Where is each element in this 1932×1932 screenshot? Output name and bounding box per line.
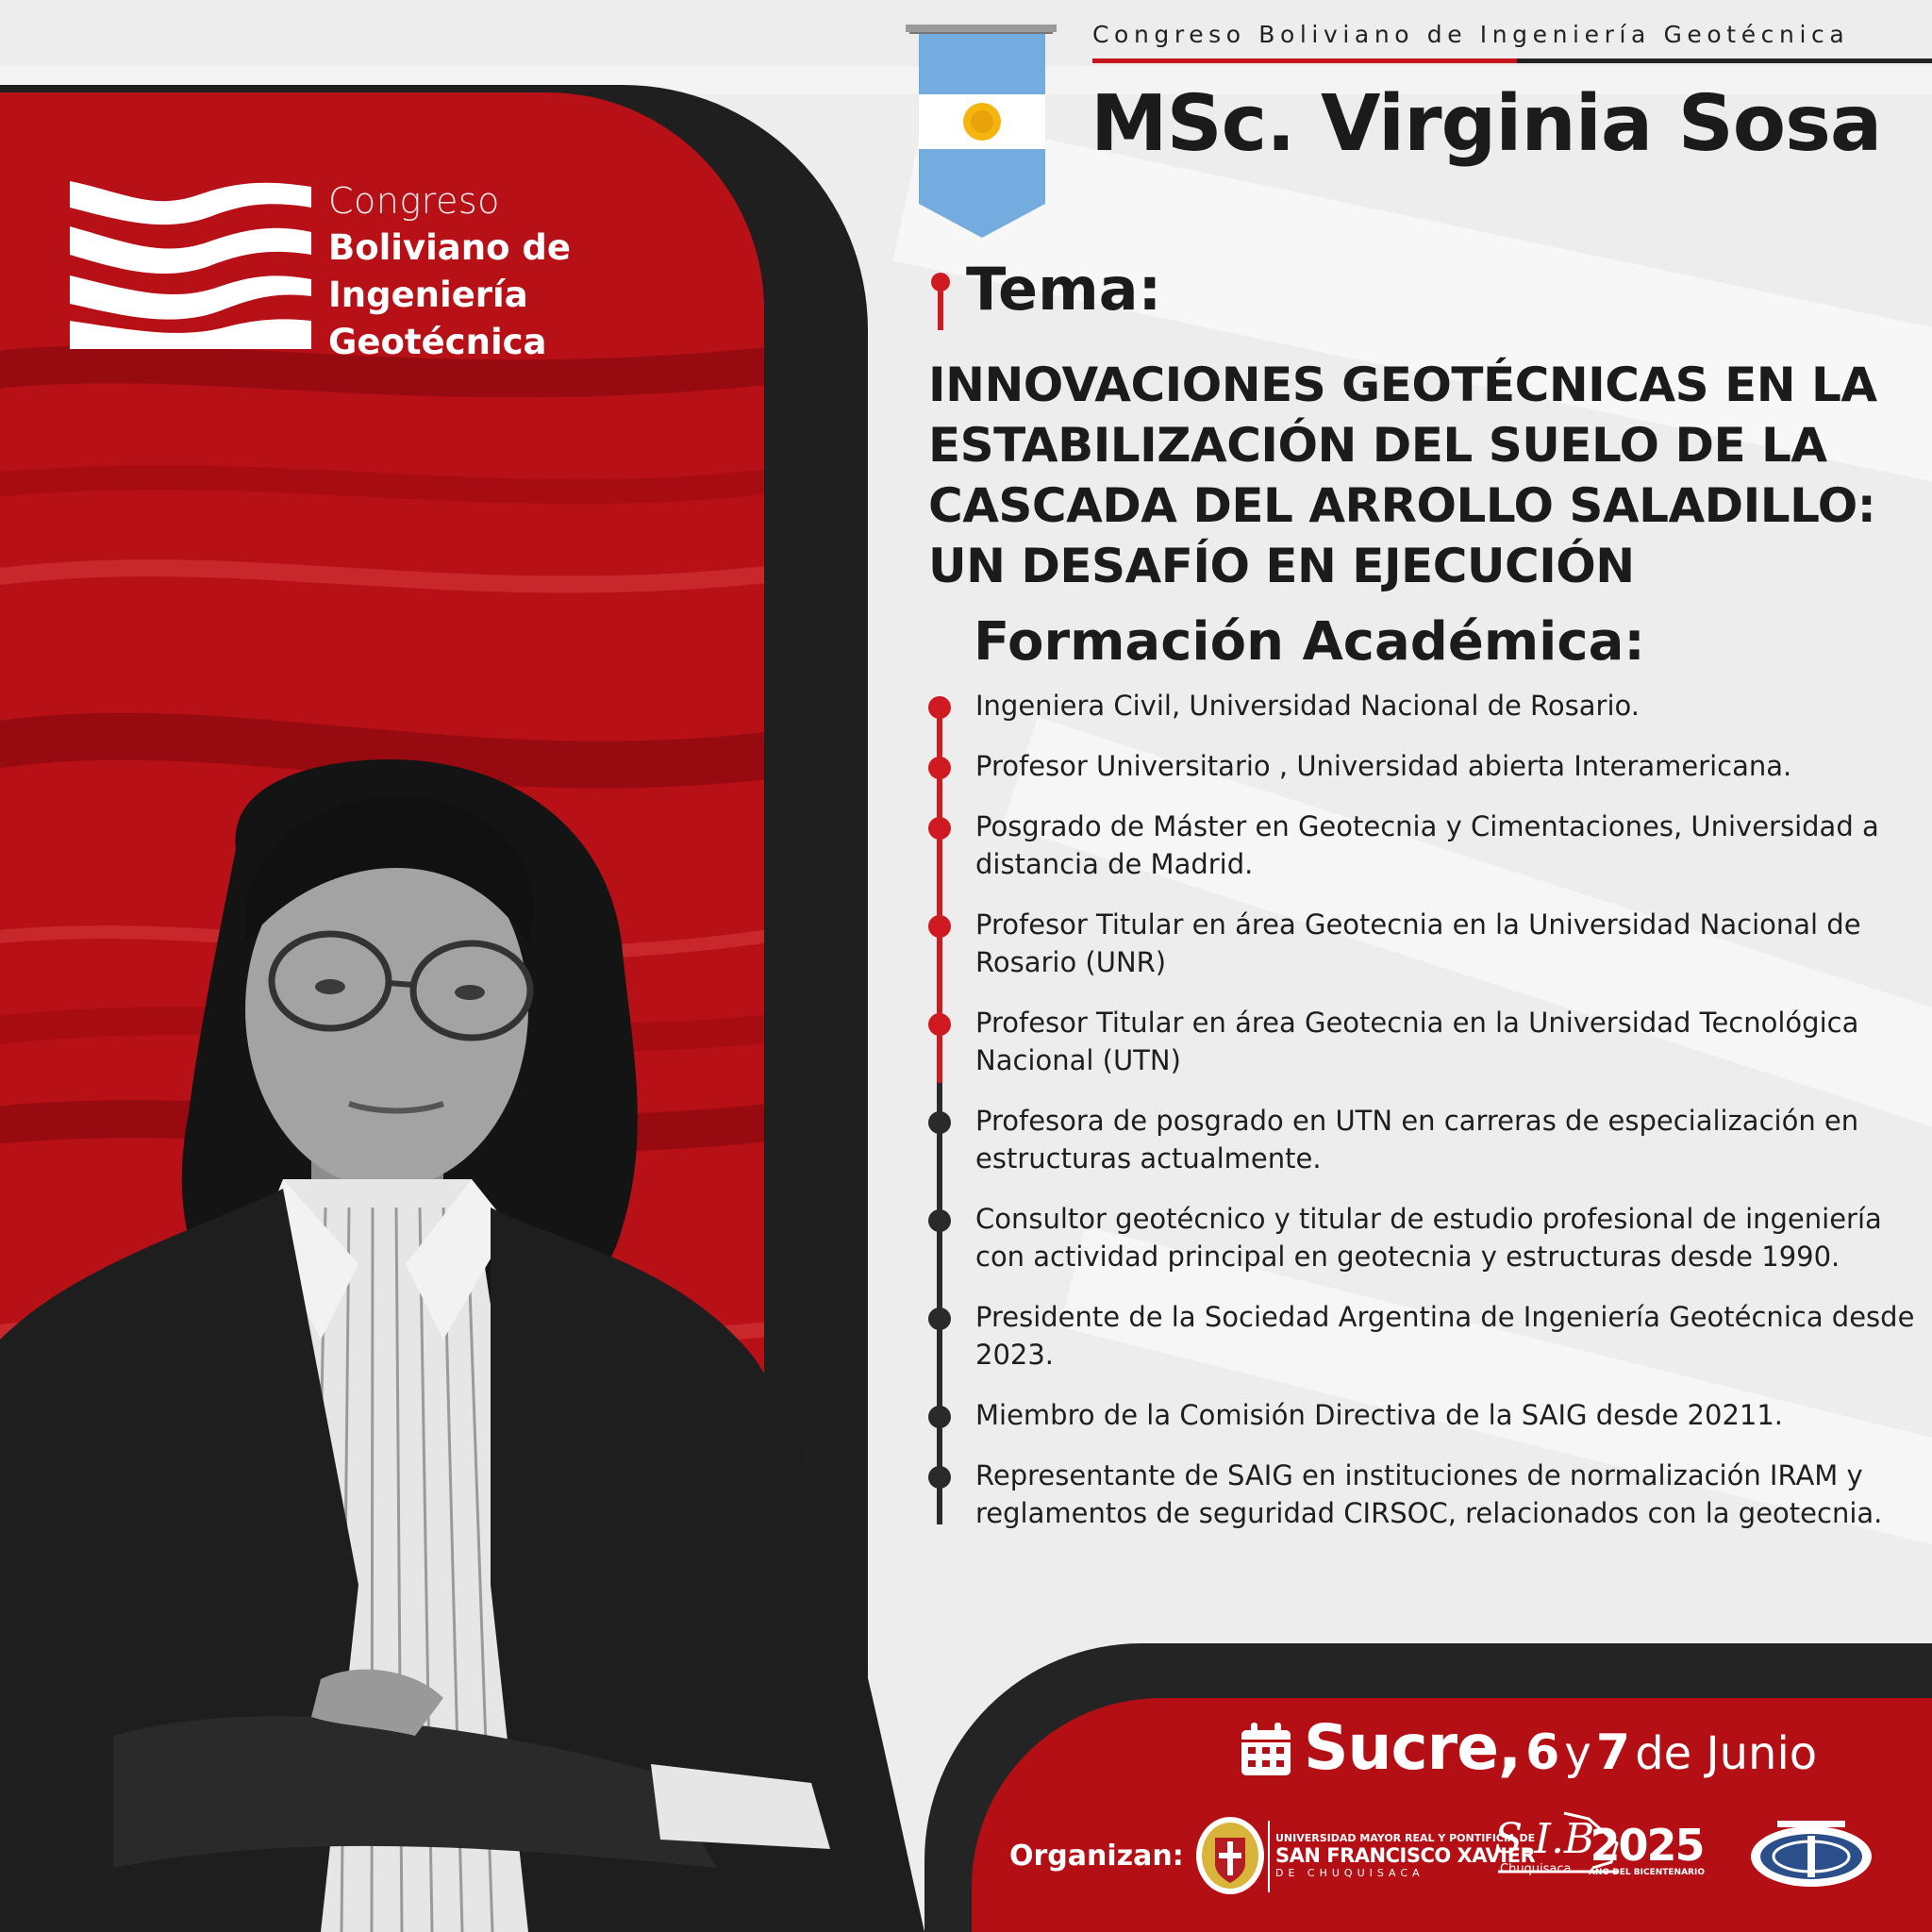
timeline-dot (928, 1406, 951, 1428)
sib-text: S.I.B. (1494, 1815, 1608, 1863)
logo-text (328, 177, 571, 366)
timeline-dot (928, 1013, 951, 1036)
timeline-dot (928, 757, 951, 779)
education-item: Representante de SAIG en instituciones de normalización IRAM y reglamentos de seguridad CIRSOC, relacionados con la geotecnia. (975, 1459, 1883, 1529)
logo-line-4: Geotécnica (328, 322, 547, 362)
timeline-dot (928, 696, 951, 719)
speaker-portrait (0, 736, 924, 1932)
congress-logo (68, 174, 596, 362)
education-item: Profesor Titular en área Geotecnia en la Universidad Tecnológica Nacional (UTN) (975, 1007, 1859, 1076)
tema-title-line: UN DESAFÍO EN EJECUCIÓN (928, 539, 1635, 593)
usfx-line-3: DE CHUQUISACA (1275, 1867, 1424, 1879)
tema-title (928, 355, 1928, 596)
logo-line-1: Congreso (328, 180, 500, 222)
bicentenario-logo (1589, 1820, 1705, 1877)
location-pin-icon (928, 272, 953, 330)
logo-line-3: Ingeniería (328, 275, 528, 315)
education-item: Profesora de posgrado en UTN en carreras de especialización en estructuras actualmente. (975, 1105, 1859, 1174)
argentina-flag-icon (906, 25, 1057, 238)
bicentenario-text: AÑO DEL BICENTENARIO (1589, 1868, 1705, 1877)
usfx-line-2: SAN FRANCISCO XAVIER (1275, 1844, 1536, 1867)
header-rule (1092, 58, 1517, 63)
tema-title-line: ESTABILIZACIÓN DEL SUELO DE LA (928, 418, 1827, 473)
education-item: Posgrado de Máster en Geotecnia y Cimentaciones, Universidad a distancia de Madrid. (975, 810, 1879, 880)
calendar-icon (1240, 1723, 1292, 1777)
timeline-dot (928, 1209, 951, 1232)
education-item: Presidente de la Sociedad Argentina de Ingeniería Geotécnica desde 2023. (975, 1301, 1915, 1371)
usfx-name (1275, 1832, 1536, 1879)
tema-label: Tema: (966, 255, 1162, 324)
timeline-dot (928, 1307, 951, 1330)
event-day-1: 6 (1525, 1724, 1560, 1781)
event-month: de Junio (1635, 1727, 1818, 1780)
logo-waves-icon (68, 174, 313, 353)
event-day-2: 7 (1595, 1724, 1631, 1781)
header-rule (1517, 58, 1932, 63)
usfx-line-1: UNIVERSIDAD MAYOR REAL Y PONTIFICIA DE (1275, 1832, 1536, 1844)
tema-title-line: CASCADA DEL ARROLLO SALADILLO: (928, 478, 1876, 533)
timeline-dot (928, 817, 951, 840)
organizers-label: Organizan: (1009, 1840, 1184, 1873)
timeline-dot (928, 915, 951, 938)
education-item: Profesor Universitario , Universidad abierta Interamericana. (975, 750, 1792, 782)
tema-title-line: INNOVACIONES GEOTÉCNICAS EN LA (928, 358, 1877, 412)
event-date (1304, 1711, 1817, 1784)
org-divider (1268, 1821, 1270, 1892)
logo-line-2: Boliviano de (328, 227, 571, 268)
education-item: Consultor geotécnico y titular de estudio profesional de ingeniería con actividad principal en geotecnia y estructuras desde 1990. (975, 1203, 1882, 1273)
timeline-dark-segment (937, 1083, 942, 1524)
faculty-badge-icon (1749, 1819, 1874, 1889)
education-item: Ingeniera Civil, Universidad Nacional de Rosario. (975, 690, 1640, 722)
bicentenario-year: 2025 (1590, 1820, 1704, 1871)
congress-title: Congreso Boliviano de Ingeniería Geotécnica (1092, 21, 1850, 48)
event-y: y (1564, 1727, 1591, 1780)
usfx-seal-icon (1194, 1815, 1266, 1896)
formacion-label: Formación Académica: (974, 611, 1645, 673)
timeline-dot (928, 1466, 951, 1489)
event-city: Sucre, (1304, 1711, 1522, 1784)
timeline-dot (928, 1111, 951, 1134)
speaker-name: MSc. Virginia Sosa (1091, 79, 1882, 169)
education-item: Miembro de la Comisión Directiva de la SAIG desde 20211. (975, 1399, 1784, 1431)
education-item: Profesor Titular en área Geotecnia en la Universidad Nacional de Rosario (UNR) (975, 908, 1861, 978)
sib-sub: Chuquisaca (1500, 1862, 1572, 1876)
